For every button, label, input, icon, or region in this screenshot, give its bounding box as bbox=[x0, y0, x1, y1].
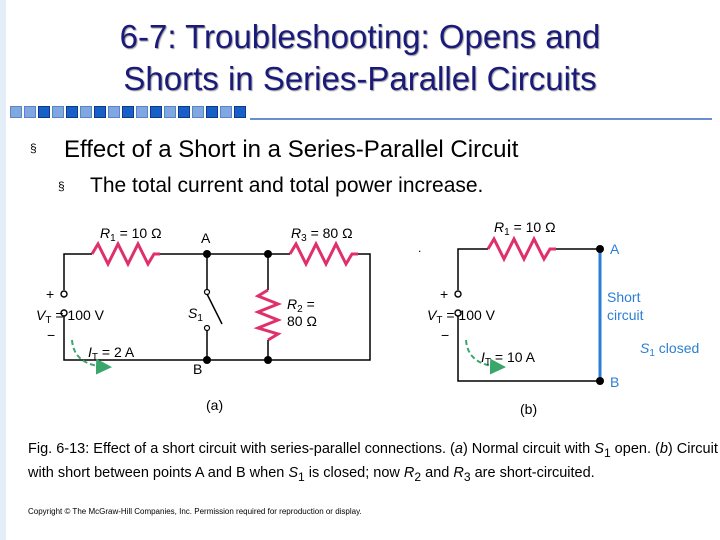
decor-square bbox=[52, 106, 64, 118]
resistor-r1 bbox=[92, 244, 160, 264]
bullet-marker: § bbox=[30, 141, 37, 155]
caption-text: R bbox=[453, 464, 464, 481]
switch-s1-open bbox=[207, 294, 222, 324]
circuit-b bbox=[427, 219, 699, 417]
decor-square bbox=[66, 106, 78, 118]
circuit-a bbox=[36, 225, 370, 413]
junction-dot bbox=[264, 356, 272, 364]
caption-text: 1 bbox=[298, 469, 305, 484]
caption-text: 1 bbox=[603, 445, 611, 460]
caption-text: R bbox=[403, 464, 415, 481]
r1-label: $R_1 = 10$ Ω bbox=[494, 219, 556, 238]
caption-text: S bbox=[594, 441, 604, 457]
decor-square bbox=[150, 106, 162, 118]
point-b-label: B bbox=[610, 374, 620, 390]
decor-square bbox=[38, 106, 50, 118]
wire bbox=[458, 249, 488, 290]
decor-square bbox=[24, 106, 36, 118]
wire bbox=[64, 254, 92, 290]
bullet-1-text: Effect of a Short in a Series-Parallel Circuit bbox=[64, 136, 519, 163]
caption-text: S bbox=[288, 464, 299, 481]
point-a-label: A bbox=[610, 241, 620, 257]
node-b-dot bbox=[203, 356, 211, 364]
vt-label: $V_T = 100$ V bbox=[36, 307, 104, 326]
switch-contact bbox=[205, 326, 210, 331]
point-b-label: B bbox=[193, 361, 203, 377]
short-label-2: circuit bbox=[607, 307, 644, 323]
figure-b-label: (b) bbox=[520, 401, 538, 417]
node-b-dot bbox=[596, 377, 604, 385]
decor-square bbox=[122, 106, 134, 118]
circuit-figure bbox=[0, 210, 720, 425]
caption-text: a bbox=[454, 441, 463, 457]
caption-text: ) Normal circuit with bbox=[462, 441, 595, 457]
decor-square bbox=[108, 106, 120, 118]
vt-label: $V_T = 100$ V bbox=[427, 307, 495, 326]
bullet-2-text: The total current and total power increase. bbox=[90, 174, 484, 197]
bullet-marker: § bbox=[58, 179, 65, 193]
figure-caption bbox=[28, 439, 718, 487]
caption-text: ) Circuit with short between points A and B when bbox=[28, 441, 718, 481]
title-line-2: Shorts in Series-Parallel Circuits bbox=[123, 60, 597, 97]
switch-label: $S_1$ bbox=[188, 305, 203, 324]
decor-square bbox=[10, 106, 22, 118]
point-a-label: A bbox=[201, 230, 211, 246]
short-label-1: Short bbox=[607, 289, 641, 305]
caption-text: and bbox=[421, 464, 454, 481]
r3-label: $R_3 = 80$ Ω bbox=[291, 225, 353, 244]
caption-text: 3 bbox=[463, 469, 471, 484]
minus-sign: − bbox=[441, 327, 450, 343]
decor-square bbox=[94, 106, 106, 118]
decor-square bbox=[80, 106, 92, 118]
caption-text: are short-circuited. bbox=[470, 464, 595, 481]
stray-dot: . bbox=[418, 241, 422, 255]
title-rule bbox=[250, 118, 712, 120]
r1-label: $R_1 = 10$ Ω bbox=[100, 225, 162, 244]
minus-sign: − bbox=[47, 327, 56, 343]
switch-contact bbox=[205, 290, 210, 295]
copyright-notice: Copyright © The McGraw-Hill Companies, Inc. Permission required for reproduction or display. bbox=[28, 507, 362, 516]
decor-square bbox=[234, 106, 246, 118]
switch-closed-label: $S_1$ closed bbox=[640, 340, 700, 359]
terminal-plus bbox=[61, 291, 67, 297]
decor-square bbox=[164, 106, 176, 118]
node-a-dot bbox=[203, 250, 211, 258]
junction-dot bbox=[264, 250, 272, 258]
decor-square bbox=[178, 106, 190, 118]
r2-value: 80 Ω bbox=[287, 313, 317, 329]
node-a-dot bbox=[596, 245, 604, 253]
decor-square bbox=[220, 106, 232, 118]
it-label: $I_T = 2$ A bbox=[88, 344, 135, 363]
plus-sign: + bbox=[46, 286, 55, 302]
resistor-r3 bbox=[290, 244, 358, 264]
figure-a-label: (a) bbox=[206, 397, 224, 413]
caption-text: is closed; now bbox=[304, 464, 404, 481]
caption-text: open. ( bbox=[610, 441, 660, 457]
it-label: $I_T = 10$ A bbox=[481, 349, 535, 368]
caption-text: b bbox=[659, 441, 668, 457]
terminal-plus bbox=[455, 291, 461, 297]
title-line-1: 6-7: Troubleshooting: Opens and bbox=[119, 18, 601, 55]
caption-text: 2 bbox=[414, 469, 422, 484]
resistor-r2 bbox=[258, 290, 278, 340]
plus-sign: + bbox=[440, 286, 449, 302]
resistor-r1 bbox=[488, 239, 556, 259]
slide-title bbox=[0, 16, 720, 100]
decor-square bbox=[206, 106, 218, 118]
decor-square bbox=[192, 106, 204, 118]
caption-text: Fig. 6-13: Effect of a short circuit with series-parallel connections. ( bbox=[28, 441, 455, 457]
r2-label: $R_2$ = bbox=[287, 296, 315, 315]
decor-square bbox=[136, 106, 148, 118]
